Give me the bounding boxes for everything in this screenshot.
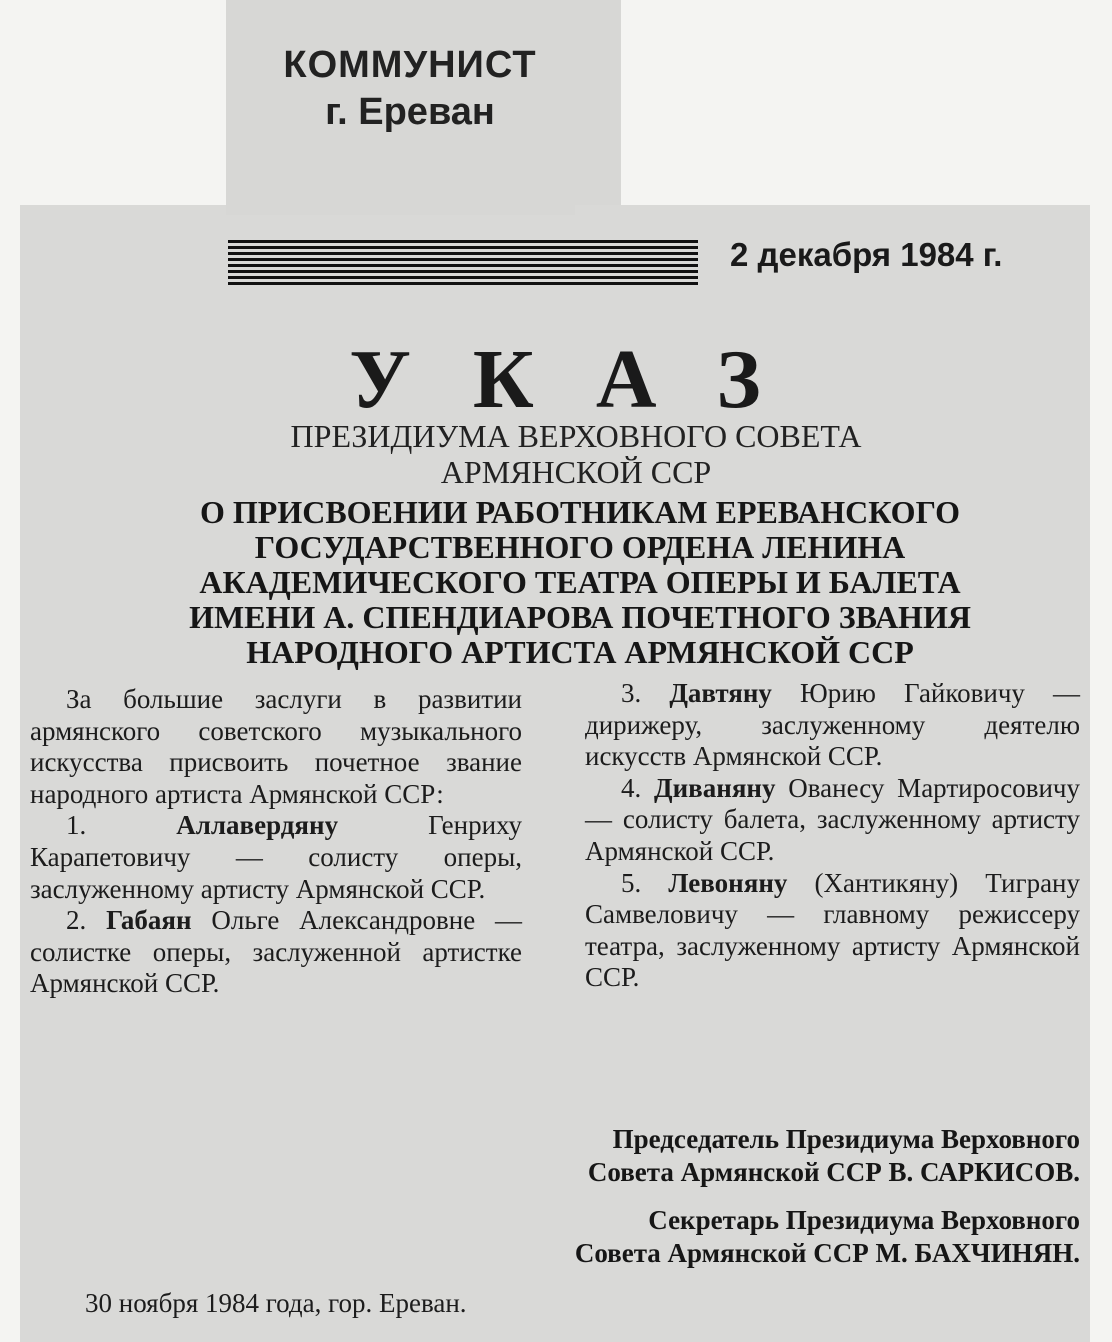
newspaper-stamp bbox=[250, 42, 570, 136]
awardee-surname: Габаян bbox=[106, 905, 192, 936]
issuer-line: АРМЯНСКОЙ ССР bbox=[440, 454, 712, 490]
chairman-signature bbox=[380, 1123, 1080, 1189]
secretary-signature bbox=[380, 1204, 1080, 1270]
signature-line: Совета Армянской ССР В. САРКИСОВ. bbox=[587, 1157, 1080, 1187]
title-line: ИМЕНИ А. СПЕНДИАРОВА ПОЧЕТНОГО ЗВАНИЯ bbox=[189, 599, 971, 635]
awardee-surname: Левоняну bbox=[668, 867, 788, 898]
awardee-item: 4. Диваняну Ованесу Мартиросовичу — солисту балета, заслуженному артисту Армянской ССР. bbox=[585, 772, 1080, 866]
decree-issuer bbox=[0, 418, 1112, 490]
signature-line: Совета Армянской ССР М. БАХЧИНЯН. bbox=[574, 1238, 1080, 1268]
awardee-surname: Давтяну bbox=[669, 678, 772, 708]
masthead-rules bbox=[228, 240, 698, 288]
issue-date: 2 декабря 1984 г. bbox=[730, 236, 1003, 273]
awardee-surname: Диваняну bbox=[654, 772, 776, 803]
signature-line: Секретарь Президиума Верховного bbox=[648, 1205, 1080, 1235]
signature-line: Председатель Президиума Верховного bbox=[612, 1124, 1080, 1154]
awardee-surname: Аллавердяну bbox=[176, 810, 339, 841]
left-column bbox=[30, 684, 522, 1000]
decree-title bbox=[80, 495, 1080, 670]
awardee-item: 2. Габаян Ольге Александровне — солистке оперы, заслуженной артистке Армянской ССР. bbox=[30, 905, 523, 999]
awardee-item: 1. Аллавердяну Генриху Карапетовичу — солисту оперы, заслуженному артисту Армянской ССР. bbox=[30, 810, 523, 904]
awardee-item: 3. Давтяну Юрию Гайковичу — дирижеру, заслуженному деятелю искусств Армянской ССР. bbox=[585, 678, 1081, 772]
right-column bbox=[585, 678, 1080, 994]
newspaper-city: г. Ереван bbox=[325, 91, 495, 133]
title-line: ГОСУДАРСТВЕННОГО ОРДЕНА ЛЕНИНА bbox=[254, 529, 906, 565]
title-line: О ПРИСВОЕНИИ РАБОТНИКАМ ЕРЕВАНСКОГО bbox=[199, 494, 961, 530]
title-line: НАРОДНОГО АРТИСТА АРМЯНСКОЙ ССР bbox=[246, 634, 914, 670]
issuer-line: ПРЕЗИДИУМА ВЕРХОВНОГО СОВЕТА bbox=[290, 418, 862, 454]
decree-place-date: 30 ноября 1984 года, гор. Ереван. bbox=[85, 1288, 467, 1318]
newspaper-name: КОММУНИСТ bbox=[283, 44, 537, 86]
clipping-top-strip bbox=[575, 205, 1090, 235]
awardee-item: 5. Левоняну (Хантикяну) Тиграну Самвеловичу — главному режиссеру театра, заслуженному артисту Армянской ССР. bbox=[585, 867, 1080, 993]
title-line: АКАДЕМИЧЕСКОГО ТЕАТРА ОПЕРЫ И БАЛЕТА bbox=[199, 564, 961, 600]
decree-intro: За большие заслуги в развитии армянского советского музыкального искусства присвоить почетное звание народного артиста Армянской ССР: bbox=[30, 684, 522, 809]
decree-heading: УКАЗ bbox=[349, 333, 823, 426]
